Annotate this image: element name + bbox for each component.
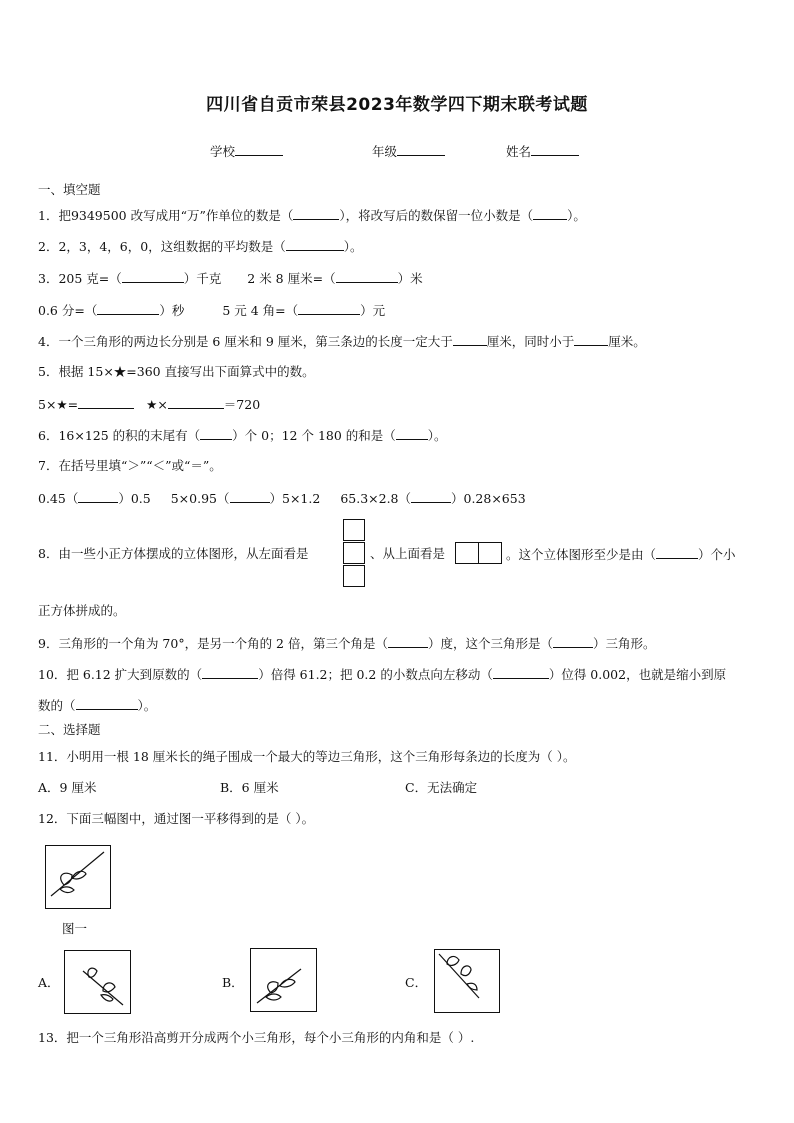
name-field[interactable] [506,142,579,160]
section-fill-in: 一、填空题 [38,182,101,197]
question-12: 12．下面三幅图中，通过图一平移得到的是（ ）。 [38,811,315,826]
left-view-square-bottom [343,565,365,587]
top-view-square-left [455,542,479,564]
question-3a: 3．205 克=（ ）千克 2 米 8 厘米=（ ）米 [38,271,423,286]
question-8-continued: 正方体拼成的。 [38,603,126,618]
figure-one-label: 图一 [62,921,88,936]
section-choice: 二、选择题 [38,722,101,737]
left-view-square-middle [343,542,365,564]
school-label: 学校 [210,144,236,159]
option-12-b[interactable]: B． [222,975,244,990]
option-12-c[interactable]: C． [405,975,428,990]
question-7-items: 0.45（ ）0.5 5×0.95（ ）5×1.2 65.3×2.8（ ）0.28×653 [38,491,526,506]
question-9: 9．三角形的一个角为 70°，是另一个角的 2 倍，第三个角是（ ）度，这个三角形是（ ）三角形。 [38,636,656,651]
question-3b: 0.6 分=（ ）秒 5 元 4 角=（ ）元 [38,303,386,318]
page-title: 四川省自贡市荣县2023年数学四下期末联考试题 [206,95,588,115]
question-8-part3: 。这个立体图形至少是由（ ）个小 [506,547,736,562]
question-13: 13．把一个三角形沿高剪开分成两个小三角形，每个小三角形的内角和是（ ）. [38,1030,475,1045]
question-7: 7．在括号里填“＞”“＜”或“＝”。 [38,458,222,473]
top-view-square-right [478,542,502,564]
option-11-c[interactable]: C．无法确定 [405,780,478,795]
question-6: 6．16×125 的积的末尾有（ ）个 0；12 个 180 的和是（ ）。 [38,428,447,443]
question-8-part1: 8．由一些小正方体摆成的立体图形，从左面看是 [38,546,309,561]
left-view-square-top [343,519,365,541]
grade-field[interactable] [372,142,445,160]
school-field[interactable] [210,142,283,160]
question-5-items: 5×★= ★× ＝720 [38,397,261,412]
option-c-figure[interactable] [434,949,500,1013]
option-a-figure[interactable] [64,950,131,1014]
option-11-b[interactable]: B．6 厘米 [220,780,279,795]
question-11: 11．小明用一根 18 厘米长的绳子围成一个最大的等边三角形，这个三角形每条边的长度为（ ）。 [38,749,576,764]
question-2: 2．2，3，4，6，0，这组数据的平均数是（ ）。 [38,239,363,254]
grade-label: 年级 [372,144,398,159]
question-1: 1．把9349500 改写成用“万”作单位的数是（ ），将改写后的数保留一位小数是（ ）。 [38,208,586,223]
question-8-part2: 、从上面看是 [370,546,446,561]
question-5: 5．根据 15×★=360 直接写出下面算式中的数。 [38,364,315,379]
figure-one-branch [45,845,111,909]
option-12-a[interactable]: A． [38,975,60,990]
question-10-continued: 数的（ ）。 [38,698,157,713]
question-10: 10．把 6.12 扩大到原数的（ ）倍得 61.2；把 0.2 的小数点向左移动（ ）位得 0.002，也就是缩小到原 [38,667,727,682]
option-11-a[interactable]: A．9 厘米 [38,780,97,795]
name-label: 姓名 [506,144,532,159]
option-b-figure[interactable] [250,948,317,1012]
question-4: 4．一个三角形的两边长分别是 6 厘米和 9 厘米，第三条边的长度一定大于 厘米，同时小于 厘米。 [38,334,646,349]
